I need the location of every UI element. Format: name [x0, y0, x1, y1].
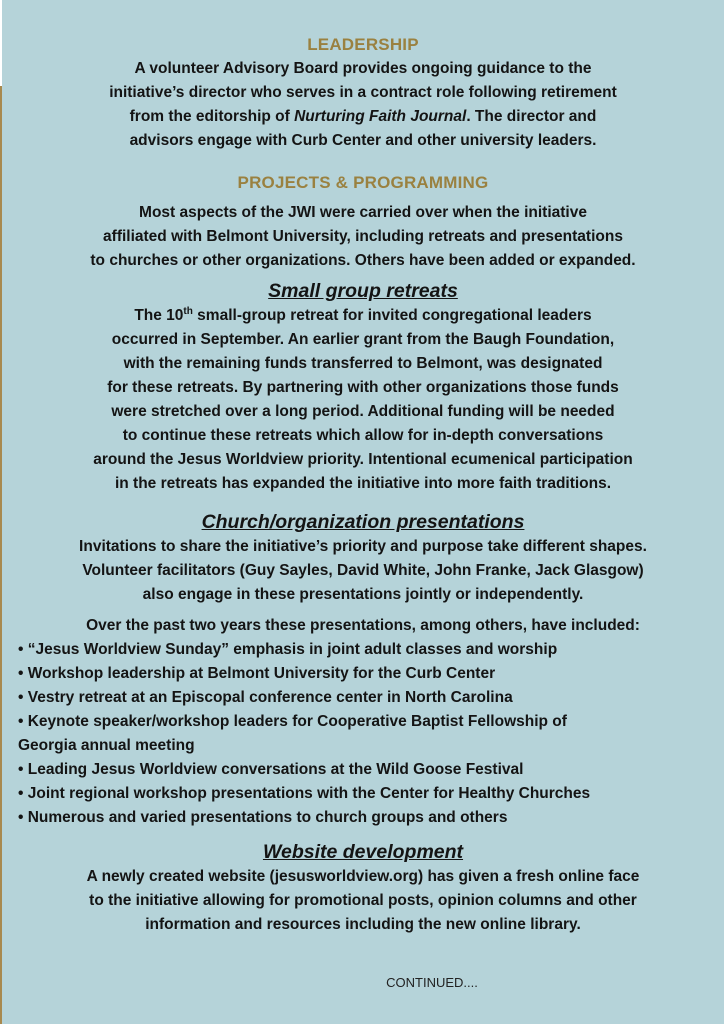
list-item: • Keynote speaker/workshop leaders for Cooperative Baptist Fellowship of: [18, 713, 567, 730]
projects-heading: PROJECTS & PROGRAMMING: [237, 173, 489, 192]
document-body: [6, 34, 720, 937]
text-line: for these retreats. By partnering with other organizations those funds: [107, 379, 619, 396]
website-paragraph: [6, 865, 720, 937]
text-line: to the initiative allowing for promotional posts, opinion columns and other: [89, 892, 637, 909]
retreats-paragraph: [6, 304, 720, 496]
text-line: also engage in these presentations jointly or independently.: [142, 586, 584, 603]
list-item: • Vestry retreat at an Episcopal conference center in North Carolina: [18, 689, 513, 706]
left-gold-rule: [0, 86, 2, 1024]
left-margin-strip: [0, 0, 2, 86]
text-line: to churches or other organizations. Others have been added or expanded.: [90, 252, 636, 269]
ordinal-suffix: th: [183, 305, 193, 317]
text-line: [6, 105, 720, 129]
text-line: occurred in September. An earlier grant from the Baugh Foundation,: [111, 331, 615, 348]
list-item: • Leading Jesus Worldview conversations at the Wild Goose Festival: [18, 761, 524, 778]
text-line: in the retreats has expanded the initiative into more faith traditions.: [114, 475, 612, 492]
list-item: Georgia annual meeting: [18, 737, 195, 754]
presentations-paragraph: [6, 535, 720, 607]
presentations-heading: Church/organization presentations: [201, 511, 525, 533]
text-line: affiliated with Belmont University, including retreats and presentations: [103, 228, 623, 245]
text-line: Volunteer facilitators (Guy Sayles, David White, John Franke, Jack Glasgow): [82, 562, 644, 579]
text-line: A newly created website (jesusworldview.org) has given a fresh online face: [86, 868, 640, 885]
text-line: with the remaining funds transferred to Belmont, was designated: [123, 355, 603, 372]
website-heading: Website development: [262, 841, 464, 863]
text-line: around the Jesus Worldview priority. Intentional ecumenical participation: [93, 451, 633, 468]
text-line: Invitations to share the initiative’s priority and purpose take different shapes.: [79, 538, 647, 555]
text-span: from the editorship of: [129, 108, 295, 125]
text-line: A volunteer Advisory Board provides ongoing guidance to the: [134, 60, 592, 77]
list-item: • Workshop leadership at Belmont University for the Curb Center: [18, 665, 496, 682]
text-line: advisors engage with Curb Center and other university leaders.: [129, 132, 597, 149]
text-span: . The director and: [466, 108, 597, 125]
text-span: small-group retreat for invited congregational leaders: [192, 307, 592, 324]
presentations-intro: Over the past two years these presentations, among others, have included:: [86, 617, 640, 634]
list-item: • “Jesus Worldview Sunday” emphasis in joint adult classes and worship: [18, 641, 558, 658]
text-line: information and resources including the new online library.: [145, 916, 581, 933]
leadership-heading: LEADERSHIP: [307, 35, 419, 54]
journal-title: Nurturing Faith Journal: [294, 108, 467, 125]
text-line: were stretched over a long period. Additional funding will be needed: [111, 403, 615, 420]
presentations-list: [6, 638, 720, 830]
continued-footer: CONTINUED....: [386, 975, 478, 990]
text-line: initiative’s director who serves in a contract role following retirement: [109, 84, 617, 101]
projects-paragraph: [6, 201, 720, 273]
text-line: to continue these retreats which allow for in-depth conversations: [122, 427, 604, 444]
text-line: [6, 304, 720, 328]
list-item: • Joint regional workshop presentations with the Center for Healthy Churches: [18, 785, 591, 802]
leadership-paragraph: [6, 57, 720, 153]
retreats-heading: Small group retreats: [268, 280, 458, 302]
list-item: • Numerous and varied presentations to church groups and others: [18, 809, 508, 826]
text-line: Most aspects of the JWI were carried over when the initiative: [139, 204, 587, 221]
text-span: The 10: [134, 307, 184, 324]
